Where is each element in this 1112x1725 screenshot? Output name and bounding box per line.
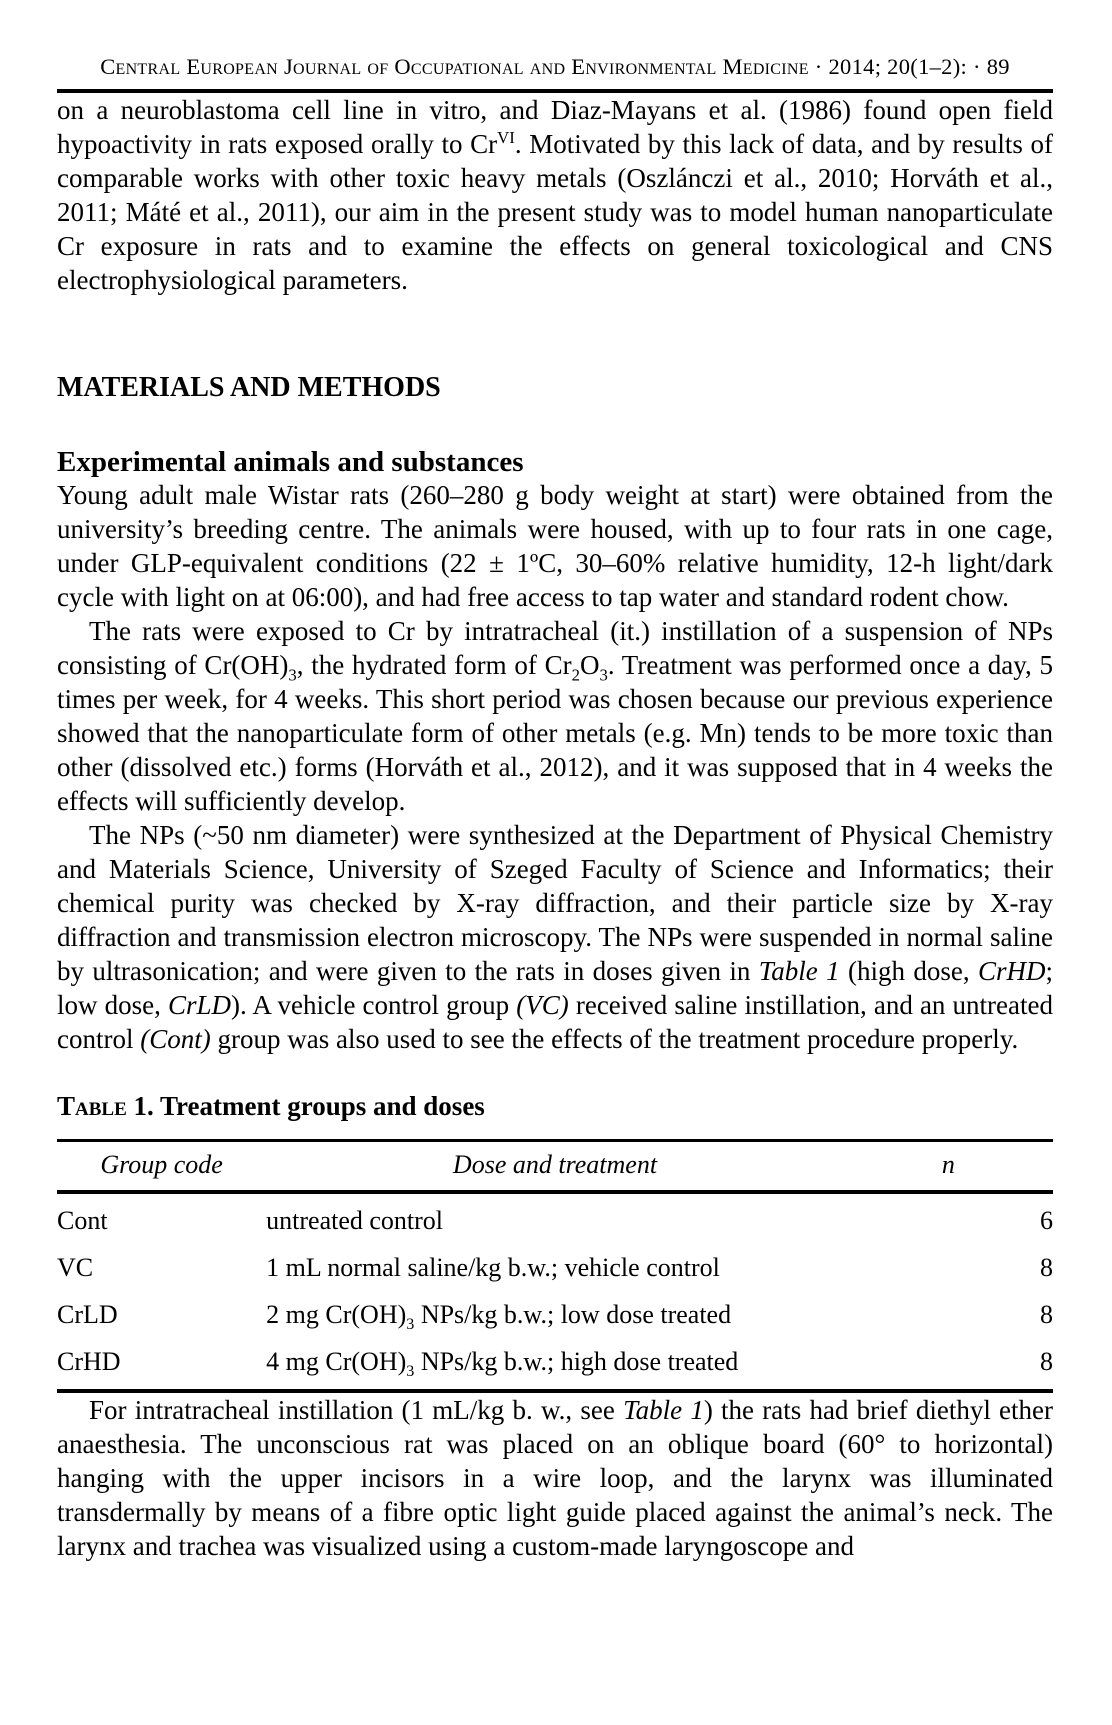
table-caption xyxy=(57,1090,1053,1122)
cell-group-code: Cont xyxy=(57,1206,108,1235)
table-caption-title: Treatment groups and doses xyxy=(160,1091,485,1121)
cell-dose-and-treatment: 2 mg $Cr(OH)_3$ NPs/kg b.w.; low dose treated xyxy=(266,1300,732,1334)
column-header-dose-and-treatment: Dose and treatment xyxy=(266,1141,844,1193)
treatment-table xyxy=(57,1139,1053,1393)
cell-dose-and-treatment: untreated control xyxy=(266,1206,444,1235)
paragraph-instillation: For intratracheal instillation (1 mL/kg b. w., see Table 1) the rats had brief diethyl ether anaesthesia. The unconscious rat was placed on an oblique board (60° to horizontal) hanging with the upper incisors in a wire loop, and the larynx was illuminated transdermally by means of a fibre optic light guide placed against the animal’s neck. The larynx and trachea was visualized using a custom-made laryngoscope and xyxy=(57,1395,1053,1561)
paragraph-nanoparticles: The NPs (~50 nm diameter) were synthesized at the Department of Physical Chemistry and Materials Science, University of Szeged Faculty of Science and Informatics; their chemical purity was checked by X-ray diffraction, and their particle size by X-ray diffraction and transmission electron microscopy. The NPs were suspended in normal saline by ultrasonication; and were given to the rats in doses given in Table 1 (high dose, CrHD; low dose, CrLD). A vehicle control group (VC) received saline instillation, and an untreated control (Cont) group was also used to see the effects of the treatment procedure properly. xyxy=(57,820,1054,1054)
cell-group-code: VC xyxy=(57,1253,94,1282)
treatment-table-body xyxy=(57,1192,1053,1391)
table-row xyxy=(57,1291,1053,1338)
cell-n: 8 xyxy=(1040,1347,1053,1376)
table-row xyxy=(57,1338,1053,1391)
paragraph-animals: Young adult male Wistar rats (260–280 g body weight at start) were obtained from the university’s breeding centre. The animals were housed, with up to four rats in one cage, under GLP-equivalent conditions (22 ± 1ºC, 30–60% relative humidity, 12-h light/dark cycle with light on at 06:00), and had free access to tap water and standard rodent chow. xyxy=(57,480,1053,612)
journal-title: Central European Journal of Occupational and Environmental Medicine xyxy=(100,54,809,79)
column-header-n: n xyxy=(844,1141,1053,1193)
table-row xyxy=(57,1244,1053,1291)
paragraph-intro: on a neuroblastoma cell line in vitro, and Diaz-Mayans et al. (1986) found open field hypoactivity in rats exposed orally to $Cr^{VI}$. Motivated by this lack of data, and by results of comparable works with other toxic heavy metals (Oszlánczi et al., 2010; Horváth et al., 2011; Máté et al., 2011), our aim in the present study was to model human nanoparticulate Cr exposure in rats and to examine the effects on general toxicological and CNS electrophysiological parameters. xyxy=(57,95,1053,295)
table-caption-label: Table 1. xyxy=(57,1091,154,1121)
column-header-group-code: Group code xyxy=(57,1141,266,1193)
cell-dose-and-treatment: 4 mg $Cr(OH)_3$ NPs/kg b.w.; high dose treated xyxy=(266,1347,739,1381)
cell-dose-and-treatment: 1 mL normal saline/kg b.w.; vehicle control xyxy=(266,1253,720,1282)
subsection-heading-experimental-animals: Experimental animals and substances xyxy=(57,446,524,478)
section-heading-materials-and-methods: MATERIALS AND METHODS xyxy=(57,372,441,403)
cell-group-code: CrHD xyxy=(57,1347,121,1376)
paragraph-exposure: The rats were exposed to Cr by intratracheal (it.) instillation of a suspension of NPs consisting of $Cr(OH)_3$, the hydrated form of $Cr_2O_3$. Treatment was performed once a day, 5 times per week, for 4 weeks. This short period was chosen because our previous experience showed that the nanoparticulate form of other metals (e.g. Mn) tends to be more toxic than other (dissolved etc.) forms (Horváth et al., 2012), and it was supposed that in 4 weeks the effects will sufficiently develop. xyxy=(57,616,1053,816)
issue-info: · 2014; 20(1–2): · 89 xyxy=(814,54,1010,79)
cell-n: 8 xyxy=(1040,1253,1053,1282)
running-header xyxy=(57,54,1053,80)
table-header-row xyxy=(57,1141,1053,1193)
cell-group-code: CrLD xyxy=(57,1300,118,1329)
table-row xyxy=(57,1192,1053,1244)
cell-n: 6 xyxy=(1040,1206,1053,1235)
cell-n: 8 xyxy=(1040,1300,1053,1329)
